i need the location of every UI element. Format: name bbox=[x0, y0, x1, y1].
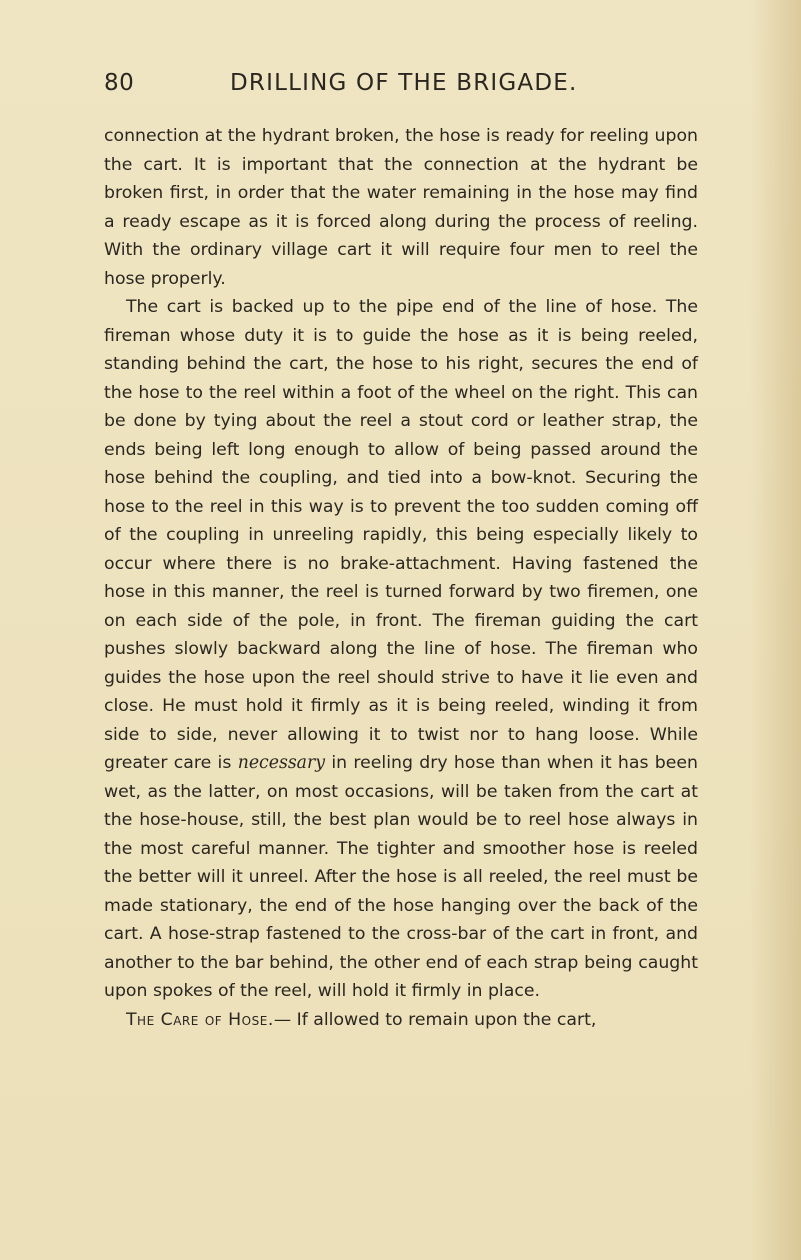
paragraph-3 bbox=[104, 1006, 698, 1035]
emphasis-necessary: necessary bbox=[237, 753, 326, 773]
paragraph-1: connection at the hydrant broken, the hose is ready for reeling upon the cart. It is important that the connection at the hydrant be broken first, in order that the water remaining in the hose may find a ready escape as it is forced along during the process of reeling. With the ordinary village cart it will require four men to reel the hose properly. bbox=[104, 126, 698, 289]
page-number: 80 bbox=[104, 70, 135, 96]
paragraph-3-text: — If allowed to remain upon the cart, bbox=[273, 1009, 597, 1030]
page-header bbox=[104, 70, 698, 106]
paragraph-2 bbox=[104, 293, 698, 1006]
body-text bbox=[104, 122, 698, 1034]
paragraph-2-text-before: The cart is backed up to the pipe end of the line of hose. The fireman whose duty it is to guide the hose as it is being reeled, standing behind the cart, the hose to his right, secures the end of the hose to the reel within a foot of the wheel on the right. This can be done by tying about the reel a stout cord or leather strap, the ends being left long enough to allow of being passed around the hose behind the coupling, and tied into a bow-knot. Securing the hose to the reel in this way is to prevent the too sudden coming off of the coupling in unreeling rapidly, this being especially likely to occur where there is no brake-attachment. Having fastened the hose in this manner, the reel is turned forward by two firemen, one on each side of the pole, in front. The fireman guiding the cart pushes slowly backward along the line of hose. The fireman who guides the hose upon the reel should strive to have it lie even and close. He must hold it firmly as it is being reeled, winding it from side to side, never allowing it to twist nor to hang loose. While greater care is bbox=[104, 297, 698, 773]
running-title: DRILLING OF THE BRIGADE. bbox=[230, 70, 578, 96]
paragraph-2-text-after: in reeling dry hose than when it has been wet, as the latter, on most occasions, will be taken from the cart at the hose-house, still, the best plan would be to reel hose always in the most careful manner. The tighter and smoother hose is reeled the better will it unreel. After the hose is all reeled, the reel must be made stationary, the end of the hose hanging over the back of the cart. A hose-strap fastened to the cross-bar of the cart in front, and another to the bar behind, the other end of each strap being caught upon spokes of the reel, will hold it firmly in place. bbox=[104, 753, 698, 1001]
section-heading-care-of-hose: The Care of Hose. bbox=[126, 1009, 274, 1030]
